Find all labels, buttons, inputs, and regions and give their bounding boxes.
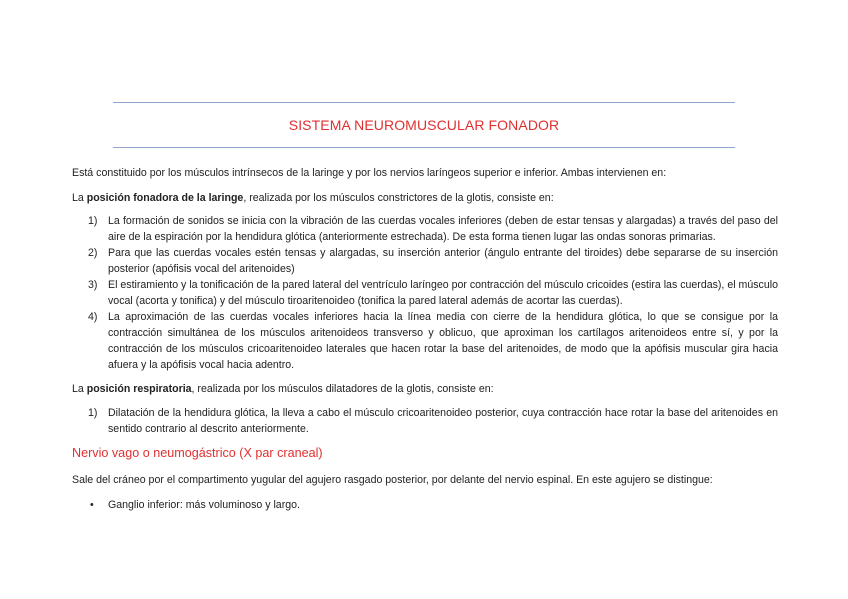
list-item-text: La formación de sonidos se inicia con la vibración de las cuerdas vocales inferiores (deben de estar tensas y alargadas) a través del paso del aire de la espiración por la hendidura glótica (anteriormente estrechada). De esta forma tienen lugar las ondas sonoras primarias. xyxy=(108,215,778,243)
nervio-vago-bullets xyxy=(72,497,778,513)
fonadora-heading xyxy=(72,190,778,206)
list-item xyxy=(72,213,778,245)
list-item-text: Ganglio inferior: más voluminoso y largo. xyxy=(108,499,300,511)
list-item xyxy=(72,277,778,309)
list-item-number: 2) xyxy=(88,247,98,259)
fonadora-heading-bold: posición fonadora de la laringe xyxy=(86,192,244,204)
document-title: SISTEMA NEUROMUSCULAR FONADOR xyxy=(288,117,560,133)
list-item-number: 1) xyxy=(88,215,98,227)
intro-paragraph: Está constituido por los músculos intrínsecos de la laringe y por los nervios laríngeos superior e inferior. Ambas intervienen en: xyxy=(72,167,667,179)
respiratoria-heading-rest: , realizada por los músculos dilatadores de la glotis, consiste en: xyxy=(191,383,494,395)
list-item xyxy=(72,405,778,437)
fonadora-heading-rest: , realizada por los músculos constrictores de la glotis, consiste en: xyxy=(243,192,554,204)
list-item xyxy=(72,309,778,373)
list-item-number: 1) xyxy=(88,407,98,419)
respiratoria-list xyxy=(72,405,778,437)
respiratoria-heading-prefix: La xyxy=(72,383,87,395)
title-bottom-rule xyxy=(113,147,735,148)
list-item-text: Para que las cuerdas vocales estén tensas y alargadas, su inserción anterior (ángulo entrante del tiroides) debe separarse de su inserción posterior (apófisis vocal del aritenoides) xyxy=(108,247,778,275)
respiratoria-heading-bold: posición respiratoria xyxy=(86,383,192,395)
nervio-vago-heading: Nervio vago o neumogástrico (X par craneal) xyxy=(72,446,323,460)
list-item-number: 4) xyxy=(88,311,98,323)
nervio-vago-paragraph: Sale del cráneo por el compartimento yugular del agujero rasgado posterior, por delante del nervio espinal. En este agujero se distingue: xyxy=(72,474,713,486)
list-item-number: 3) xyxy=(88,279,98,291)
list-item-text: El estiramiento y la tonificación de la pared lateral del ventrículo laríngeo por contracción del músculo cricoides (estira las cuerdas), el músculo vocal (acorta y tonifica) y del músculo tiroaritenoideo (tonifica la pared lateral además de acortar las cuerdas). xyxy=(108,279,778,307)
list-item-text: Dilatación de la hendidura glótica, la lleva a cabo el músculo cricoaritenoideo posterior, cuya contracción hace rotar la base del aritenoides en sentido contrario al descrito anteriormente. xyxy=(108,407,778,435)
title-top-rule xyxy=(113,102,735,103)
fonadora-list xyxy=(72,213,778,373)
respiratoria-heading xyxy=(72,381,778,397)
fonadora-heading-prefix: La xyxy=(72,192,87,204)
list-item xyxy=(72,245,778,277)
list-item-text: La aproximación de las cuerdas vocales inferiores hacia la línea media con cierre de la hendidura glótica, lo que se consigue por la contracción simultánea de los músculos aritenoideos transverso y oblicuo, que aproximan los cartílagos aritenoideos entre sí, y por la contracción de los músculos cricoaritenoideo laterales que hacen rotar la base del aritenoides, de modo que la apófisis muscular gira hacia afuera y la apófisis vocal hacia adentro. xyxy=(108,311,778,371)
list-item xyxy=(72,497,778,513)
bullet-icon: • xyxy=(90,499,94,511)
